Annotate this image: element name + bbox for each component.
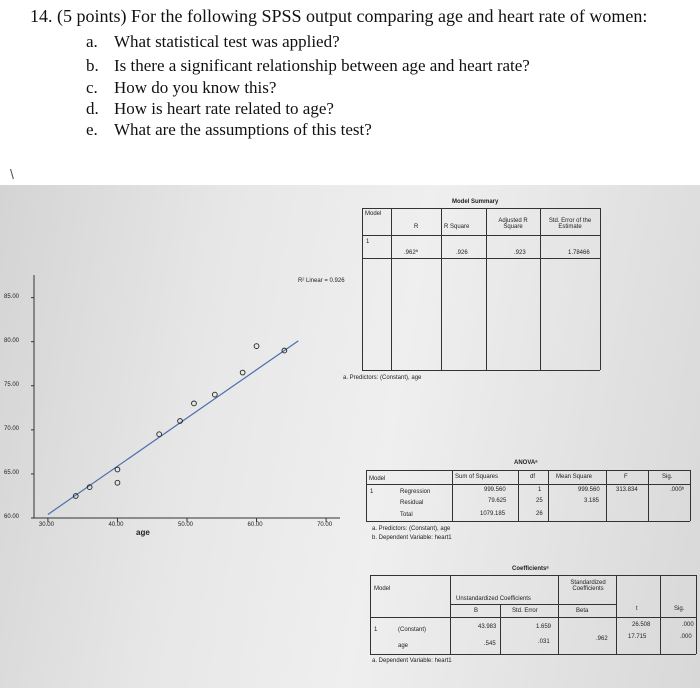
ms-header-adj-r-square: Adjusted R Square [498,218,528,230]
anova-row-label: Residual [400,500,424,506]
anova-row-label: Total [400,512,413,518]
coef-cell-sig: .000 [682,622,694,628]
coef-cell-t: 26.508 [632,622,651,628]
item-label: d. [86,99,99,118]
ms-header-r: R [414,224,419,230]
ms-cell-adj-r-square: .923 [514,250,526,256]
data-point [157,432,162,437]
coef-row-label: age [398,643,409,649]
fit-label: R² Linear = 0.926 [298,278,345,284]
anova-header-ss: Sum of Squares [455,474,499,480]
y-tick-label: 70.00 [4,425,20,432]
ms-header-model: Model [365,211,382,217]
anova-title: ANOVAᵃ [514,460,538,466]
x-tick-label: 50.00 [178,522,194,528]
coef-header-unstd: Unstandardized Coefficients [456,596,531,602]
item-text: What are the assumptions of this test? [114,120,372,139]
anova-header-sig: Sig. [662,474,673,480]
y-tick-label: 85.00 [4,293,20,300]
data-point [115,467,120,472]
pen-mark: \ [10,166,14,182]
anova-cell-ss: 999.560 [484,487,506,493]
y-tick-label: 80.00 [4,337,20,344]
coef-cell-beta: .962 [596,636,608,642]
coef-header-sig: Sig. [674,606,685,612]
x-tick-label: 40.00 [108,522,124,528]
coef-header-b: B [474,608,479,614]
data-point [192,401,197,406]
coef-cell-std-error: .031 [538,639,550,645]
coef-cell-b: .545 [484,641,496,647]
ms-cell-std-error: 1.78466 [568,250,590,256]
x-tick-label: 60.00 [247,522,263,528]
coef-footnote: a. Dependent Variable: heart1 [372,658,452,664]
coef-header-std: Standardized Coefficients [570,580,606,592]
anova-cell-sig: .000ᵇ [670,487,684,493]
item-label: a. [86,32,98,51]
question-title: 14. (5 points) For the following SPSS output comparing age and heart rate of women: [30,6,648,26]
y-tick-label: 65.00 [4,469,20,476]
coef-cell-t: 17.715 [628,634,647,640]
y-tick-label: 60.00 [4,514,20,520]
item-label: e. [86,120,98,139]
anova-cell-df: 1 [538,487,542,493]
item-text: Is there a significant relationship between age and heart rate? [114,56,530,75]
anova-row-model: 1 [370,489,374,495]
coef-row-label: (Constant) [398,627,427,633]
coef-cell-sig: .000 [680,634,692,640]
ms-cell-r: .962ª [404,250,418,256]
x-tick-label: 30.00 [38,522,54,528]
anova-cell-ms: 999.560 [578,487,600,493]
coef-cell-b: 43.983 [478,624,497,630]
anova-header-f: F [624,474,628,480]
data-point [254,344,259,349]
coef-header-model: Model [374,586,391,592]
x-tick-label: 70.00 [317,522,333,528]
coef-header-beta: Beta [576,608,589,614]
coefficients-title: Coefficientsᵃ [512,566,549,572]
chart-axes [31,275,340,522]
data-point [115,480,120,485]
item-label: b. [86,56,99,75]
anova-row-label: Regression [400,489,431,495]
anova-footnote: b. Dependent Variable: heart1 [372,535,452,541]
item-label: c. [86,78,98,97]
model-summary-title: Model Summary [452,199,499,205]
item-text: How is heart rate related to age? [114,99,334,118]
ms-footnote: a. Predictors: (Constant), age [343,375,422,381]
ms-header-std-error: Std. Error of the Estimate [548,218,592,230]
anova-header-ms: Mean Square [556,474,593,480]
ms-cell-model: 1 [366,239,370,245]
y-tick-label: 75.00 [4,381,20,388]
anova-cell-ss: 79.625 [488,498,507,504]
x-axis-label: age [136,528,150,537]
anova-cell-ms: 3.185 [584,498,600,504]
anova-header-df: df [530,474,536,480]
fit-line [48,341,298,515]
anova-header-model: Model [369,476,386,482]
coef-header-t: t [636,606,638,612]
coef-cell-std-error: 1.659 [536,624,552,630]
item-text: What statistical test was applied? [114,32,340,51]
chart-marks [48,341,298,515]
coef-row-model: 1 [374,627,378,633]
item-text: How do you know this? [114,78,277,97]
data-point [240,370,245,375]
anova-footnote: a. Predictors: (Constant), age [372,526,451,532]
anova-cell-ss: 1079.185 [480,511,506,517]
anova-cell-df: 26 [536,511,543,517]
data-point [212,392,217,397]
coef-header-std-error: Std. Error [512,608,538,614]
ms-header-r-square: R Square [444,224,470,230]
anova-cell-f: 313.834 [616,487,638,493]
anova-cell-df: 25 [536,498,543,504]
ms-cell-r-square: .926 [456,250,468,256]
